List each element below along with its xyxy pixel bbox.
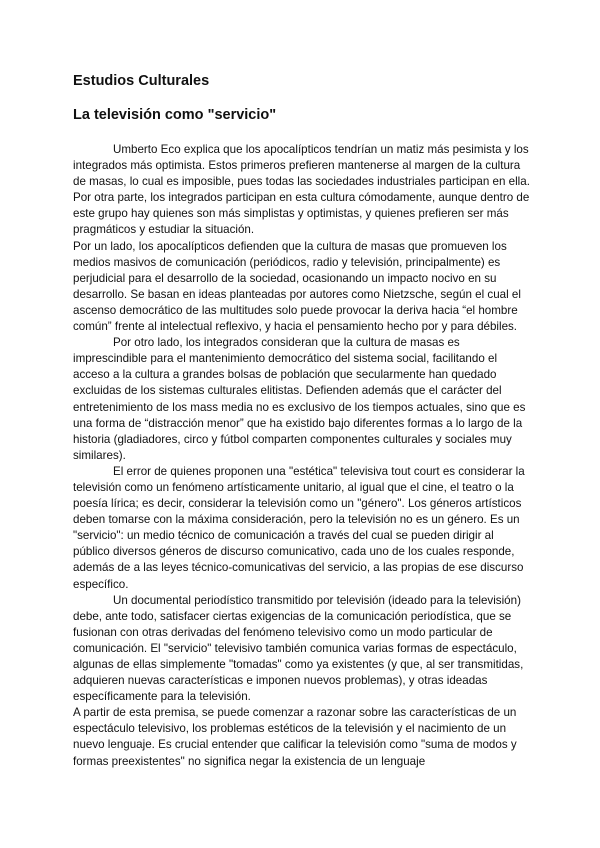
section-title: La televisión como "servicio" xyxy=(73,107,277,123)
paragraph: Por un lado, los apocalípticos defienden que la cultura de masas que promueven los medios masivos de comunicación (periódicos, radio y televisión, principalmente) es perjudicial para el desarrollo de la sociedad, ocasionando un impacto nocivo en su desarrollo. Se basan en ideas planteadas por autores como Nietzsche, según el cual el ascenso democrático de las multitudes solo puede provocar la deriva hacia “el hombre común” frente al intelectual reflexivo, y hacia el pensamiento hecho por y para débiles. xyxy=(73,239,521,334)
paragraph: Umberto Eco explica que los apocalípticos tendrían un matiz más pesimista y los integrados más optimista. Estos primeros prefieren mantenerse al margen de la cultura de masas, lo cual es imposible, pues todas las sociedades industriales participan en ella. Por otra parte, los integrados participan en esta cultura cómodamente, aunque dentro de este grupo hay quienes son más simplistas y optimistas, y quienes prefieren ser más pragmáticos y estudiar la situación. xyxy=(73,143,530,237)
document-page xyxy=(73,72,533,770)
paragraph: El error de quienes proponen una "estética" televisiva tout court es considerar la televisión como un fenómeno artísticamente unitario, al igual que el cine, el teatro o la poesía lírica; es decir, considerar la televisión como un "género". Los géneros artísticos deben tomarse con la máxima consideración, pero la televisión no es un género. Es un "servicio": un medio técnico de comunicación a través del cual se pueden dirigir al público diversos géneros de discurso comunicativo, cada uno de los cuales responde, además de a las leyes técnico-comunicativas del servicio, a las propias de ese discurso específico. xyxy=(73,464,525,591)
paragraph: Un documental periodístico transmitido por televisión (ideado para la televisión) debe, ante todo, satisfacer ciertas exigencias de la comunicación periodística, que se fusionan con otras derivadas del fenómeno televisivo como un modo particular de comunicación. El "servicio" televisivo también comunica varias formas de espectáculo, algunas de ellas simplemente "tomadas" como ya existentes (y que, al ser transmitidas, adquieren nuevas características e imponen nuevos problemas), y otras ideadas específicamente para la televisión. xyxy=(73,593,524,704)
paragraph: A partir de esta premisa, se puede comenzar a razonar sobre las características de un espectáculo televisivo, los problemas estéticos de la televisión y el nacimiento de un nuevo lenguaje. Es crucial entender que calificar la televisión como "suma de modos y formas preexistentes" no significa negar la existencia de un lenguaje xyxy=(73,706,517,768)
document-body xyxy=(73,142,533,770)
paragraph: Por otro lado, los integrados consideran que la cultura de masas es imprescindible para el mantenimiento democrático del sistema social, facilitando el acceso a la cultura a grandes bolsas de población que secularmente han quedado excluidas de los sistemas culturales elitistas. Defienden además que el carácter del entretenimiento de los mass media no es exclusivo de los tiempos actuales, sino que es una forma de “distracción menor” que ha existido bajo diferentes formas a lo largo de la historia (gladiadores, circo y fútbol comparten componentes culturales y sociales muy similares). xyxy=(73,336,526,462)
document-title: Estudios Culturales xyxy=(73,73,210,89)
